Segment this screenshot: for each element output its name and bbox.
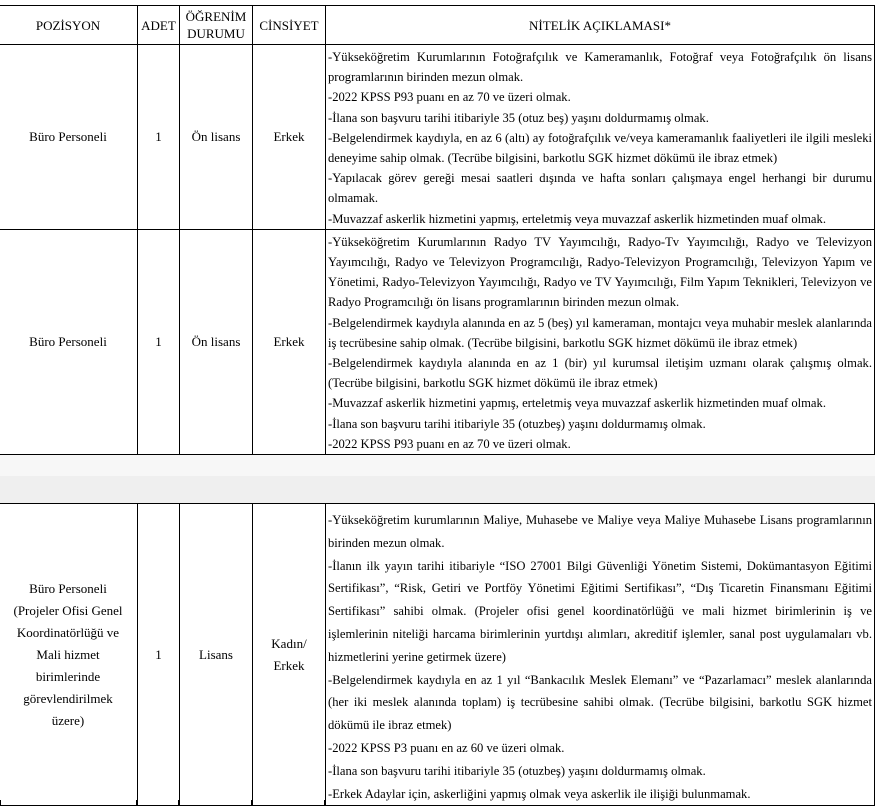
nitelik-item: -Yapılacak görev gereği mesai saatleri dışında ve hafta sonları çalışmaya engel herhangi bir durumu olmamak. — [328, 171, 872, 206]
nitelik-item: -İlanın ilk yayın tarihi itibariyle “ISO 27001 Bilgi Güvenliği Yönetim Sistemi, Dokümantasyon Eğitimi Sertifikası”, “Risk, Getiri ve Portföy Yönetimi Eğitimi Sertifikası”, “Dış Ticaretin Finansmanı Eğitimi Sertifikası” sahibi olmak. (Projeler ofisi genel koordinatörlüğü ve mali hizmet birimlerinin iş ve işlemlerinin niteliği harcama birimlerinin yurtdışı alımları, akreditif işlemler, sanal post uygulamaları vb. hizmetlerini yerine getirmek üzere) — [328, 558, 872, 664]
pozisyon-line: görevlendirilmek — [23, 690, 113, 706]
cinsiyet-line: Erkek — [273, 657, 305, 673]
nitelik-item: -2022 KPSS P3 puanı en az 60 ve üzeri olmak. — [328, 740, 565, 755]
row-edge-line — [136, 800, 137, 806]
nitelik-item: -İlana son başvuru tarihi itibariyle 35 (otuzbeş) yaşını doldurmamış olmak. — [328, 416, 706, 431]
cinsiyet-line: Kadın/ — [271, 635, 307, 651]
nitelik-item: -Belgelendirmek kaydıyla en az 1 yıl “Bankacılık Meslek Elemanı” ve “Pazarlamacı” meslek alanlarında (her iki meslek alanında toplam) iş tecrübesine sahibi olmak. (Tecrübe bilgisini, barkotlu SGK hizmet dökümü ile ibraz etmek) — [328, 672, 872, 733]
nitelik-item: -Muvazzaf askerlik hizmetini yapmış, erteletmiş veya muvazzaf askerlik hizmetinden muaf olmak. — [328, 211, 826, 226]
cell-pozisyon: Büro Personeli — [0, 45, 138, 230]
table-row — [0, 229, 875, 454]
nitelik-item: -Yükseköğretim Kurumlarının Radyo TV Yayımcılığı, Radyo-Tv Yayımcılığı, Radyo ve Televizyon Yayımcılığı, Radyo ve Televizyon Programcılığı, Radyo-Televizyon Programcılığı, Televizyon Yapım ve Yönetimi, Radyo-Televizyon Yayımcılığı, Radyo ve TV Yayımcılığı, Film Yapım Teknikleri, Televizyon ve Radyo Programcılığı ön lisans programlarının birinden mezun olmak. — [328, 234, 872, 310]
header-ogrenim-line2: DURUMU — [187, 26, 245, 41]
cell-pozisyon — [0, 504, 138, 806]
cell-ogrenim: Ön lisans — [180, 45, 253, 230]
nitelik-item: -Belgelendirmek kaydıyla alanında en az 5 (beş) yıl kameraman, montajcı veya muhabir meslek alanlarında iş tecrübesine sahip olmak. (Tecrübe bilgisini, barkotlu SGK hizmet dökümü ile ibraz etmek) — [328, 315, 872, 350]
header-nitelik: NİTELİK AÇIKLAMASI* — [326, 6, 875, 45]
row-edge-line — [324, 800, 325, 806]
table-row — [0, 504, 875, 806]
cell-cinsiyet: Erkek — [253, 229, 326, 454]
nitelik-item: -Belgelendirmek kaydıyla alanında en az 1 (bir) yıl kurumsal iletişim uzmanı olarak çalışmış olmak. (Tecrübe bilgisini, barkotlu SGK hizmet dökümü ile ibraz etmek) — [328, 356, 872, 391]
table-header-row — [0, 6, 875, 45]
nitelik-item: -Erkek Adaylar için, askerliğini yapmış olmak veya askerlik ile ilişiği bulunmamak. — [328, 786, 751, 801]
nitelik-item: -Yükseköğretim Kurumlarının Fotoğrafçılık ve Kameramanlık, Fotoğraf veya Fotoğrafçılık ön lisans programlarının birinden mezun olmak. — [328, 50, 872, 85]
cell-nitelik — [326, 229, 875, 454]
header-adet: ADET — [138, 6, 180, 45]
row-edge-line — [0, 800, 1, 806]
nitelik-item: -Yükseköğretim kurumlarının Maliye, Muhasebe ve Maliye veya Maliye Muhasebe Lisans programlarının birinden mezun olmak. — [328, 513, 872, 550]
header-ogrenim-line1: ÖĞRENİM — [185, 9, 247, 24]
cell-cinsiyet: Erkek — [253, 45, 326, 230]
pozisyon-line: birimlerinde — [35, 668, 101, 684]
cell-nitelik — [326, 45, 875, 230]
cell-ogrenim: Ön lisans — [180, 229, 253, 454]
cell-adet: 1 — [138, 504, 180, 806]
cell-cinsiyet — [253, 504, 326, 806]
pozisyon-line: (Projeler Ofisi Genel — [13, 602, 123, 618]
nitelik-item: -İlana son başvuru tarihi itibariyle 35 (otuzbeş) yaşını doldurmamış olmak. — [328, 763, 706, 778]
nitelik-item: -İlana son başvuru tarihi itibariyle 35 (otuz beş) yaşını doldurmamış olmak. — [328, 110, 709, 125]
cell-adet: 1 — [138, 45, 180, 230]
table-row — [0, 45, 875, 230]
page-gap-top — [0, 454, 875, 476]
header-ogrenim — [180, 6, 253, 45]
cell-adet: 1 — [138, 229, 180, 454]
pozisyon-line: Büro Personeli — [29, 580, 107, 596]
nitelik-item: -2022 KPSS P93 puanı en az 70 ve üzeri olmak. — [328, 90, 571, 105]
positions-table-continued — [0, 503, 875, 806]
cell-nitelik — [326, 504, 875, 806]
nitelik-item: -2022 KPSS P93 puanı en az 70 ve üzeri olmak. — [328, 436, 571, 451]
pozisyon-line: Koordinatörlüğü ve — [16, 624, 120, 640]
nitelik-item: -Muvazzaf askerlik hizmetini yapmış, erteletmiş veya muvazzaf askerlik hizmetinden muaf olmak. — [328, 396, 826, 411]
next-row-edge — [0, 800, 875, 806]
pozisyon-line: Mali hizmet — [36, 646, 100, 662]
cell-ogrenim: Lisans — [180, 504, 253, 806]
header-cinsiyet: CİNSİYET — [253, 6, 326, 45]
pozisyon-line: üzere) — [51, 712, 85, 728]
positions-table — [0, 5, 875, 455]
row-edge-line — [251, 800, 252, 806]
cell-pozisyon: Büro Personeli — [0, 229, 138, 454]
nitelik-item: -Belgelendirmek kaydıyla, en az 6 (altı) ay fotoğrafçılık ve/veya kameramanlık faaliyetleri ile ilgili mesleki deneyime sahip olmak. (Tecrübe bilgisini, barkotlu SGK hizmet dökümü ile ibraz etmek) — [328, 130, 872, 166]
header-pozisyon: POZİSYON — [0, 6, 138, 45]
page-gap-bottom — [0, 476, 875, 503]
row-edge-line — [178, 800, 179, 806]
